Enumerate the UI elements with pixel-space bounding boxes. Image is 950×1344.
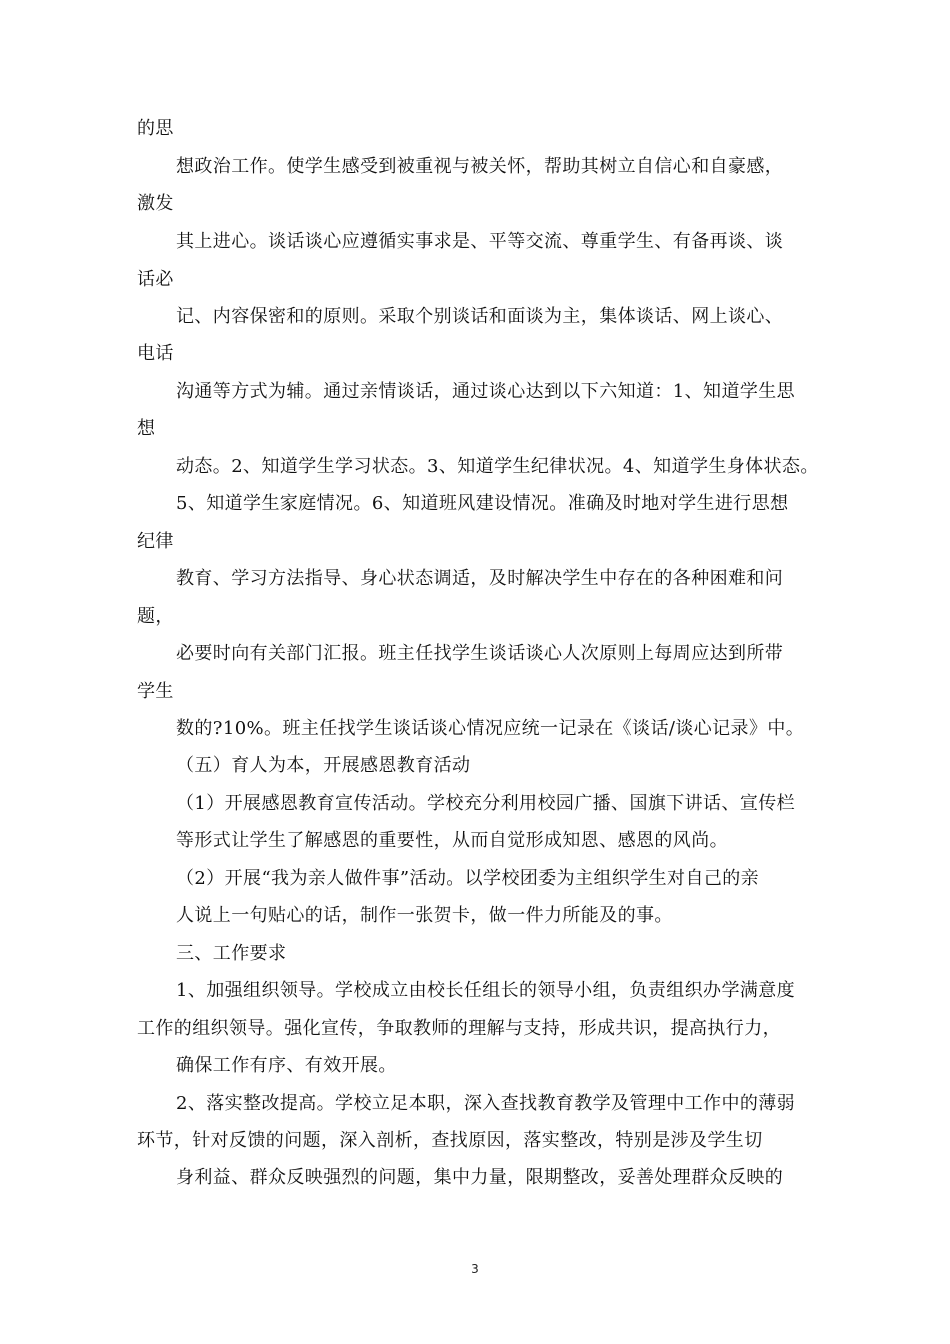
text-line: 其上进心。谈话谈心应遵循实事求是、平等交流、尊重学生、有备再谈、谈	[176, 231, 784, 252]
text-line: 确保工作有序、有效开展。	[176, 1055, 397, 1076]
text-line: 想政治工作。使学生感受到被重视与被关怀，帮助其树立自信心和自豪感，	[176, 156, 784, 177]
text-line: 5、知道学生家庭情况。6、知道班风建设情况。准确及时地对学生进行思想	[176, 493, 789, 514]
text-line: 的思	[137, 118, 174, 139]
text-line: 纪律	[137, 531, 174, 552]
text-line: （2）开展“我为亲人做件事”活动。以学校团委为主组织学生对自己的亲	[176, 868, 760, 889]
section-heading: （五）育人为本，开展感恩教育活动	[176, 755, 471, 776]
text-line: 动态。2、知道学生学习状态。3、知道学生纪律状况。4、知道学生身体状态。	[176, 456, 819, 477]
text-line: 等形式让学生了解感恩的重要性，从而自觉形成知恩、感恩的风尚。	[176, 830, 728, 851]
text-line: 沟通等方式为辅。通过亲情谈话，通过谈心达到以下六知道：1、知道学生思	[176, 381, 796, 402]
text-line: 电话	[137, 343, 174, 364]
text-line: 人说上一句贴心的话，制作一张贺卡，做一件力所能及的事。	[176, 905, 673, 926]
text-line: 必要时向有关部门汇报。班主任找学生谈话谈心人次原则上每周应达到所带	[176, 643, 784, 664]
text-line: 想	[137, 418, 156, 439]
text-line: （1）开展感恩教育宣传活动。学校充分利用校园广播、国旗下讲话、宣传栏	[176, 793, 796, 814]
text-line: 身利益、群众反映强烈的问题，集中力量，限期整改，妥善处理群众反映的	[176, 1167, 784, 1188]
text-line: 记、内容保密和的原则。采取个别谈话和面谈为主，集体谈话、网上谈心、	[176, 306, 784, 327]
text-line: 教育、学习方法指导、身心状态调适，及时解决学生中存在的各种困难和问	[176, 568, 784, 589]
page-number: 3	[471, 1262, 479, 1276]
text-line: 环节，针对反馈的问题，深入剖析，查找原因，落实整改，特别是涉及学生切	[137, 1130, 763, 1151]
section-heading: 三、工作要求	[176, 943, 287, 964]
text-line: 工作的组织领导。强化宣传，争取教师的理解与支持，形成共识，提高执行力，	[137, 1018, 781, 1039]
text-line: 激发	[137, 193, 174, 214]
text-line: 话必	[137, 269, 174, 290]
text-line: 学生	[137, 681, 174, 702]
text-line: 数的?10%。班主任找学生谈话谈心情况应统一记录在《谈话/谈心记录》中。	[176, 718, 805, 739]
text-line: 1、加强组织领导。学校成立由校长任组长的领导小组，负责组织办学满意度	[176, 980, 796, 1001]
text-line: 2、落实整改提高。学校立足本职，深入查找教育教学及管理中工作中的薄弱	[176, 1093, 796, 1114]
text-line: 题，	[137, 606, 174, 627]
